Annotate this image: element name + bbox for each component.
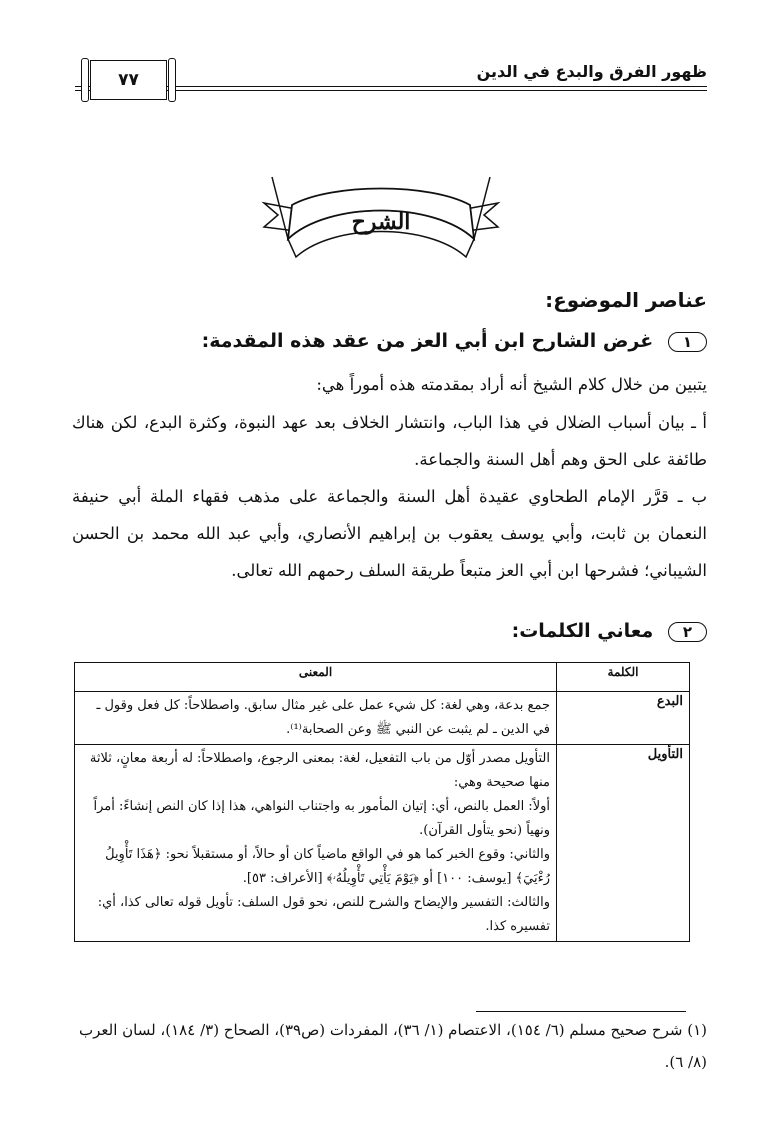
section-heading-1 [202,330,707,352]
paragraph-a: أ ـ بيان أسباب الضلال في هذا الباب، وانتشار الخلاف بعد عهد النبوة، وكثرة البدع، لكن هناك طائفة على الحق وهم أهل السنة والجماعة. [72,413,707,469]
footnote-rule [476,1011,686,1012]
section-title: غرض الشارح ابن أبي العز من عقد هذه المقدمة: [201,330,654,352]
table-row [75,692,690,745]
meaning-cell [75,745,557,942]
term-cell: التأويل [557,745,690,942]
paragraph-b: ب ـ قرَّر الإمام الطحاوي عقيدة أهل السنة والجماعة على مذهب فقهاء الملة أبي حنيفة النعمان بن ثابت، وأبي يوسف يعقوب بن إبراهيم الأنصاري، وأبي عبد الله محمد بن الحسن الشيباني؛ فشرحها ابن أبي العز متبعاً طريقة السلف رحمهم الله تعالى. [72,487,707,580]
meaning-line: والثالث: التفسير والإيضاح والشرح للنص، نحو قول السلف: تأويل قوله تعالى كذا، أي: تفسيره كذا. [97,895,550,934]
page-number: ٧٧ [118,70,139,90]
meaning-line: أولاً: العمل بالنص، أي: إتيان المأمور به واجتناب النواهي، هذا إذا كان النص إنشاءً: أمراً ونهياً (نحو يتأول القرآن). [93,799,550,838]
section-number-badge: ١ [668,332,707,352]
running-header-title: ظهور الفرق والبدع في الدين [476,62,707,81]
page-number-scroll [90,60,167,100]
section-ribbon [258,175,504,275]
table-row [75,745,690,942]
section-heading-elements: عناصر الموضوع: [545,288,707,312]
term-cell: البدع [557,692,690,745]
section-heading-2 [512,620,707,642]
ribbon-title: الشرح [351,209,411,235]
section-title: معاني الكلمات: [511,620,654,642]
column-header-meaning: المعنى [75,663,557,692]
footnote: (١) شرح صحيح مسلم (٦/ ١٥٤)، الاعتصام (١/ ٣٦)، المفردات (ص٣٩)، الصحاح (٣/ ١٨٤)، لسان العرب (٨/ ٦). [78,1021,707,1071]
terms-table [74,662,690,942]
meaning-line: التأويل مصدر أوّل من باب التفعيل، لغة: بمعنى الرجوع، واصطلاحاً: له أربعة معانٍ، ثلاثة منها صحيحة وهي: [89,751,550,790]
column-header-word: الكلمة [557,663,690,692]
section-number-badge: ٢ [668,622,707,642]
meaning-line: والثاني: وقوع الخبر كما هو في الواقع ماضياً كان أو حالاً، أو مستقبلاً نحو: ﴿هَذَا تَأْوِيلُ رُءْيَيَ﴾ [يوسف: ١٠٠] أو ﴿يَوْمَ يَأْتِي تَأْوِيلُهُۥ﴾ [الأعراف: ٥٣]. [105,847,550,886]
meaning-cell: جمع بدعة، وهي لغة: كل شيء عمل على غير مثال سابق. واصطلاحاً: كل فعل وقول ـ في الدين ـ لم يثبت عن النبي ﷺ وعن الصحابة⁽¹⁾. [75,692,557,745]
table-header-row [75,663,690,692]
paragraph-intro: يتبين من خلال كلام الشيخ أنه أراد بمقدمته هذه أموراً هي: [316,375,707,394]
